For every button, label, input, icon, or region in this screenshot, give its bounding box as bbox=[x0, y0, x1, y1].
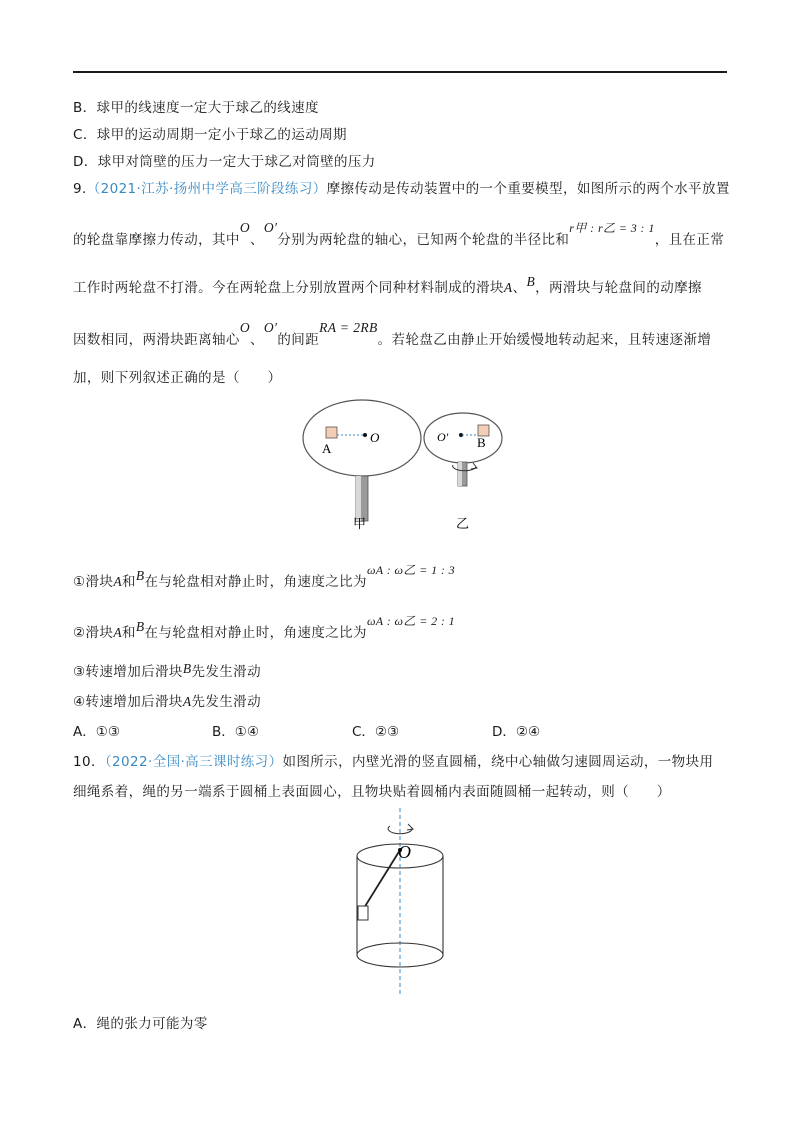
statement-2 bbox=[73, 614, 456, 641]
q9-source: （2021·江苏·扬州中学高三阶段练习） bbox=[86, 181, 327, 197]
q9-line4-a: 因数相同，两滑块距离轴心 bbox=[73, 332, 240, 348]
slider-a bbox=[326, 427, 337, 438]
rotation-arrow-head bbox=[407, 824, 413, 830]
q9-line3: 工作时两轮盘不打滑。今在两轮盘上分别放置两个同种材料制成的滑块A、B，两滑块与轮盘间的动摩擦 bbox=[73, 274, 702, 296]
sym-o-2: O bbox=[239, 320, 250, 335]
disc-yi bbox=[424, 413, 502, 463]
block bbox=[358, 906, 368, 920]
label-o-prime: O′ bbox=[437, 430, 449, 444]
ratio-R: RA = 2RB bbox=[319, 320, 378, 335]
header-rule bbox=[73, 71, 727, 73]
s1-b: 和 bbox=[121, 574, 136, 590]
s1-sym-b: B bbox=[135, 568, 145, 583]
disc-jia bbox=[303, 400, 421, 476]
sym-a: A bbox=[503, 280, 513, 295]
label-a: A bbox=[322, 441, 332, 456]
q9-line2-c: ，且在正常 bbox=[654, 232, 725, 248]
shaft-yi-highlight bbox=[458, 462, 462, 486]
s3-b: 先发生滑动 bbox=[191, 664, 261, 680]
s1-ratio: ωA : ω乙 = 1 : 3 bbox=[366, 563, 456, 577]
q9-number: 9. bbox=[73, 181, 87, 197]
statement-3 bbox=[73, 660, 261, 680]
sym-o-prime-2: O′ bbox=[263, 320, 278, 335]
q9-line3-text: 工作时两轮盘不打滑。今在两轮盘上分别放置两个同种材料制成的滑块 bbox=[73, 280, 504, 296]
label-o: O bbox=[370, 430, 380, 445]
q10-line2: 细绳系着，绳的另一端系于圆桶上表面圆心，且物块贴着圆桶内表面随圆桶一起转动，则（ ） bbox=[73, 784, 671, 800]
statement-1 bbox=[73, 563, 456, 590]
ratio-r: r甲 : r乙 = 3 : 1 bbox=[569, 221, 655, 235]
s2-ratio: ωA : ω乙 = 2 : 1 bbox=[366, 614, 456, 628]
s3-sym-b: B bbox=[182, 661, 192, 676]
q10-option-a: A．绳的张力可能为零 bbox=[73, 1016, 208, 1032]
sep: 、 bbox=[249, 232, 264, 248]
q9-line5: 加，则下列叙述正确的是（ ） bbox=[73, 370, 282, 386]
q9-line4: 因数相同，两滑块距离轴心O、O′的间距RA = 2RB。若轮盘乙由静止开始缓慢地转动起来，且转速逐渐增 bbox=[73, 320, 712, 348]
shaft-jia-highlight bbox=[356, 476, 361, 521]
s2-a: ②滑块 bbox=[73, 625, 114, 641]
q10-figure bbox=[350, 808, 460, 998]
label-o: O bbox=[398, 842, 411, 862]
q10-line1 bbox=[73, 750, 713, 770]
s4-b: 先发生滑动 bbox=[191, 694, 261, 710]
label-b: B bbox=[477, 435, 486, 450]
choice-b: B．①④ bbox=[212, 724, 259, 740]
option-c-prev: C．球甲的运动周期一定小于球乙的运动周期 bbox=[73, 127, 347, 143]
rope bbox=[364, 850, 400, 908]
s2-b: 和 bbox=[121, 625, 136, 641]
q9-line1 bbox=[73, 177, 730, 197]
q10-source: （2022·全国·高三课时练习） bbox=[104, 754, 283, 770]
statement-4 bbox=[73, 690, 261, 710]
sym-b: B bbox=[526, 274, 536, 289]
q9-line3-b: ，两滑块与轮盘间的动摩擦 bbox=[535, 280, 702, 296]
s2-sym-a: A bbox=[113, 625, 122, 640]
q9-line2-a: 的轮盘靠摩擦力传动，其中 bbox=[73, 232, 240, 248]
choice-c: C．②③ bbox=[352, 724, 400, 740]
sym-o: O bbox=[239, 220, 250, 235]
s4-a: ④转速增加后滑块 bbox=[73, 694, 183, 710]
s2-sym-b: B bbox=[135, 619, 145, 634]
s1-a: ①滑块 bbox=[73, 574, 114, 590]
q9-line2-b: 分别为两轮盘的轴心，已知两个轮盘的半径比和 bbox=[277, 232, 570, 248]
s3-a: ③转速增加后滑块 bbox=[73, 664, 183, 680]
q9-figure bbox=[290, 395, 530, 535]
q9-line4-c: 。若轮盘乙由静止开始缓慢地转动起来，且转速逐渐增 bbox=[377, 332, 712, 348]
caption-yi: 乙 bbox=[456, 517, 470, 532]
s2-c: 在与轮盘相对静止时，角速度之比为 bbox=[144, 625, 367, 641]
q9-line1-text: 摩擦传动是传动装置中的一个重要模型，如图所示的两个水平放置 bbox=[326, 181, 730, 197]
q10-number: 10． bbox=[73, 754, 105, 770]
choice-a: A．①③ bbox=[73, 724, 120, 740]
option-b-prev: B．球甲的线速度一定大于球乙的线速度 bbox=[73, 100, 319, 116]
rotation-arrow-head bbox=[471, 463, 477, 469]
q10-line1-text: 如图所示，内壁光滑的竖直圆桶，绕中心轴做匀速圆周运动，一物块用 bbox=[282, 754, 714, 770]
choice-d: D．②④ bbox=[492, 724, 541, 740]
center-o bbox=[363, 433, 367, 437]
s1-sym-a: A bbox=[113, 574, 122, 589]
sym-o-prime: O′ bbox=[263, 220, 278, 235]
q9-line2 bbox=[73, 220, 725, 248]
s1-c: 在与轮盘相对静止时，角速度之比为 bbox=[144, 574, 367, 590]
option-d-prev: D．球甲对筒壁的压力一定大于球乙对筒壁的压力 bbox=[73, 154, 376, 170]
q9-line4-b: 的间距 bbox=[277, 332, 320, 348]
s4-sym-a: A bbox=[182, 694, 192, 709]
caption-jia: 甲 bbox=[353, 517, 367, 532]
